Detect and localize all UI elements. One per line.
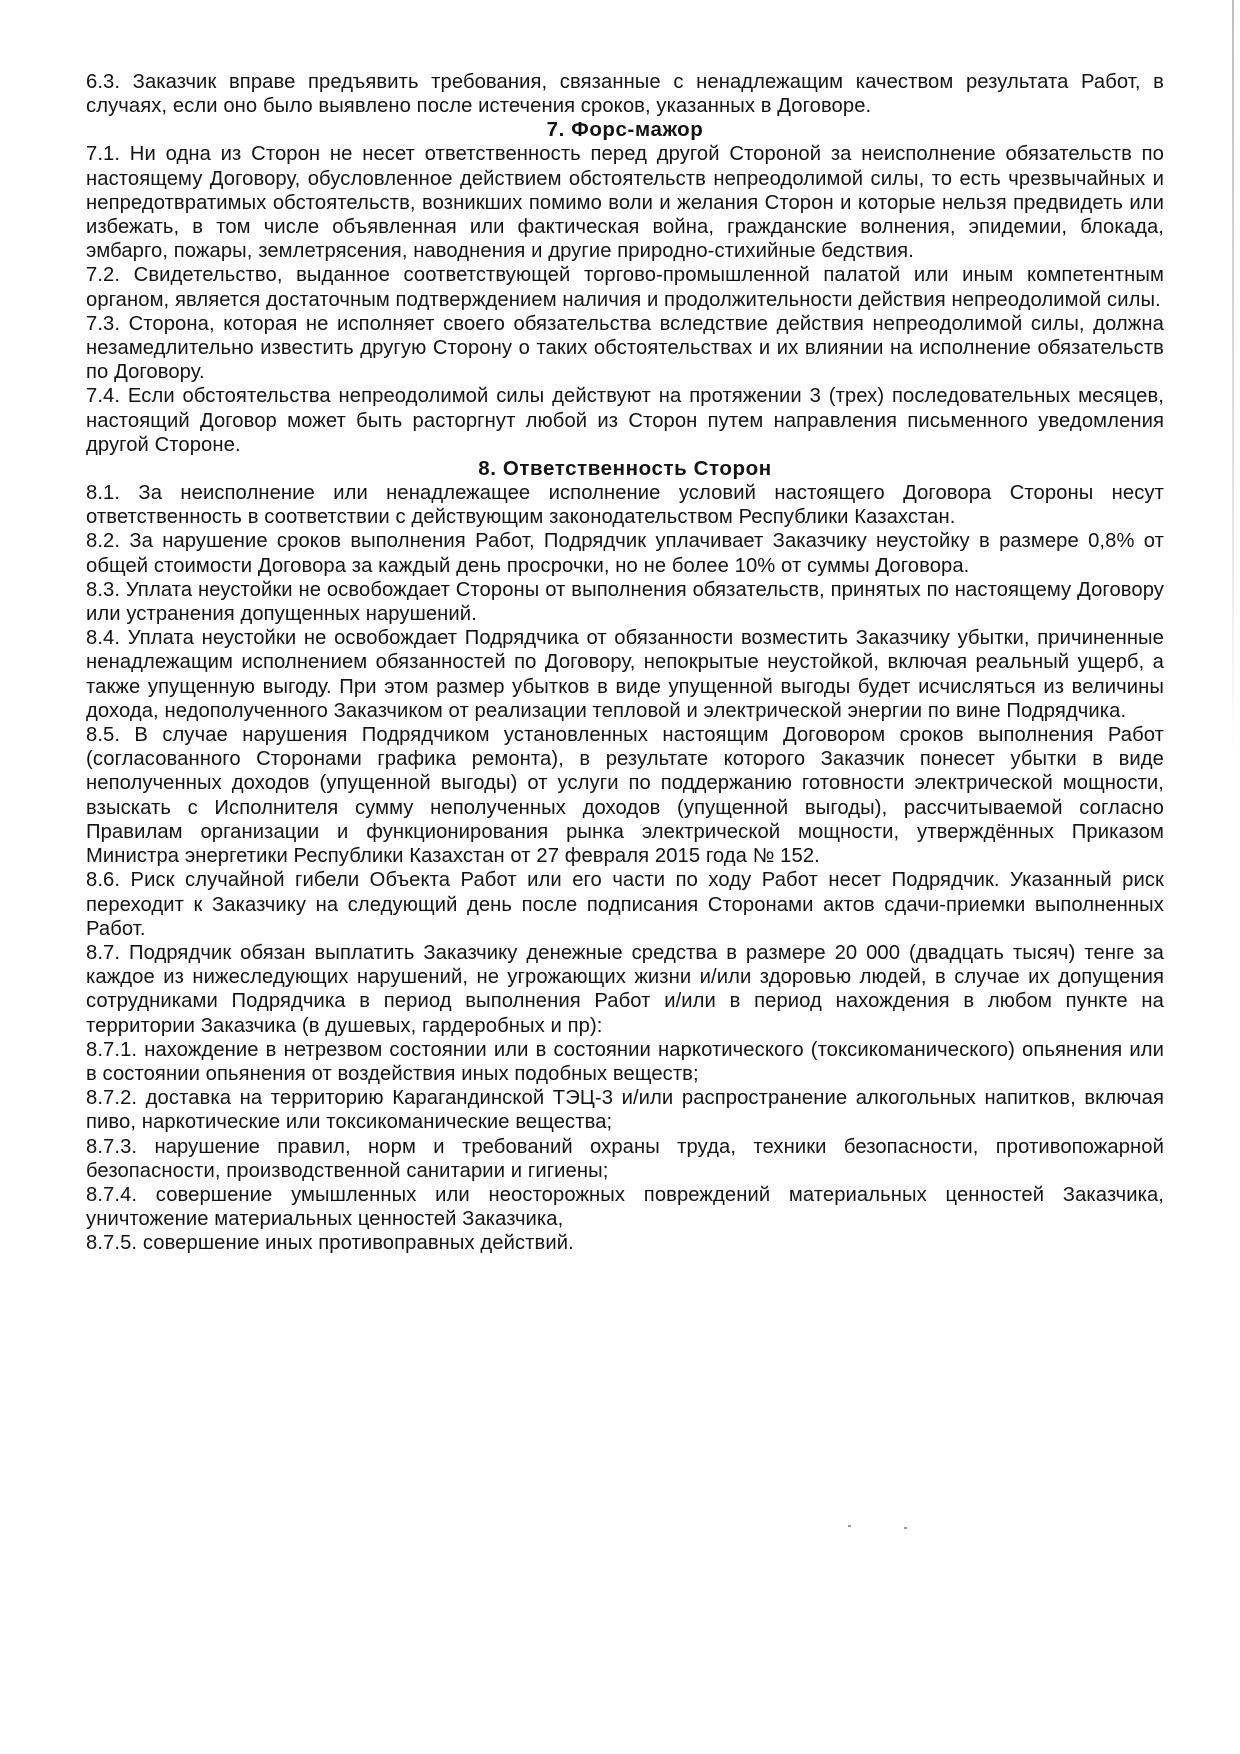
clause-8-6: 8.6. Риск случайной гибели Объекта Работ или его части по ходу Работ несет Подрядчик. Указанный риск переходит к Заказчику на следующий день после подписания Сторонами актов сдачи-приемки выполненных Работ.: [86, 869, 1164, 940]
section-7-title: 7. Форс-мажор: [546, 118, 704, 142]
clause-8-3: 8.3. Уплата неустойки не освобождает Стороны от выполнения обязательств, принятых по настоящему Договору или устранения допущенных нарушений.: [86, 578, 1164, 626]
clause-8-7-4: 8.7.4. совершение умышленных или неосторожных повреждений материальных ценностей Заказчика, уничтожение материальных ценностей Заказчика,: [86, 1183, 1164, 1231]
scan-edge-shadow: [1232, 0, 1234, 760]
clause-8-7-3: 8.7.3. нарушение правил, норм и требований охраны труда, техники безопасности, противопожарной безопасности, производственной санитарии и гигиены;: [86, 1135, 1164, 1182]
scan-speck: [848, 1525, 851, 1527]
clause-7-2: 7.2. Свидетельство, выданное соответствующей торгово-промышленной палатой или иным компетентным органом, является достаточным подтверждением наличия и продолжительности действия непреодолимой силы.: [86, 264, 1164, 311]
clause-8-4: 8.4. Уплата неустойки не освобождает Подрядчика от обязанности возместить Заказчику убытки, причиненные ненадлежащим исполнением обязанностей по Договору, непокрытые неустойкой, включая реальный ущерб, а также упущенную выгоду. При этом размер убытков в виде упущенной выгоды будет исчисляться из величины дохода, недополученного Заказчиком от реализации тепловой и электрической энергии по вине Подрядчика.: [86, 627, 1164, 722]
clause-8-7: 8.7. Подрядчик обязан выплатить Заказчику денежные средства в размере 20 000 (двадцать тысяч) тенге за каждое из нижеследующих нарушений, не угрожающих жизни и/или здоровью людей, в случае их допущения сотрудниками Подрядчика в период выполнения Работ и/или в период нахождения в любом пункте на территории Заказчика (в душевых, гардеробных и пр):: [86, 941, 1164, 1037]
section-8-title: 8. Ответственность Сторон: [478, 457, 772, 481]
document-body: [86, 70, 1164, 1256]
clause-8-7-5: 8.7.5. совершение иных противоправных действий.: [86, 1232, 574, 1255]
clause-8-5: 8.5. В случае нарушения Подрядчиком установленных настоящим Договором сроков выполнения Работ (согласованного Сторонами графика ремонта), в результате которого Заказчик понесет убытки в виде неполученных доходов (упущенной выгоды) от услуги по поддержанию готовности электрической мощности, взыскать с Исполнителя сумму неполученных доходов (упущенной выгоды), рассчитываемой согласно Правилам организации и функционирования рынка электрической мощности, утверждённых Приказом Министра энергетики Республики Казахстан от 27 февраля 2015 года № 152.: [86, 724, 1164, 868]
clause-7-3: 7.3. Сторона, которая не исполняет своего обязательства вследствие действия непреодолимой силы, должна незамедлительно известить другую Сторону о таких обстоятельствах и их влиянии на исполнение обязательств по Договору.: [86, 312, 1164, 384]
scan-speck: [904, 1527, 907, 1529]
clause-8-7-2: 8.7.2. доставка на территорию Карагандинской ТЭЦ-3 и/или распространение алкогольных напитков, включая пиво, наркотические или токсикоманические вещества;: [86, 1087, 1164, 1134]
clause-8-1: 8.1. За неисполнение или ненадлежащее исполнение условий настоящего Договора Стороны несут ответственность в соответствии с действующим законодательством Республики Казахстан.: [86, 482, 1164, 529]
clause-8-2: 8.2. За нарушение сроков выполнения Работ, Подрядчик уплачивает Заказчику неустойку в размере 0,8% от общей стоимости Договора за каждый день просрочки, но не более 10% от суммы Договора.: [86, 530, 1164, 577]
clause-6-3: 6.3. Заказчик вправе предъявить требования, связанные с ненадлежащим качеством результата Работ, в случаях, если оно было выявлено после истечения сроков, указанных в Договоре.: [86, 71, 1164, 118]
clause-7-4: 7.4. Если обстоятельства непреодолимой силы действуют на протяжении 3 (трех) последовательных месяцев, настоящий Договор может быть расторгнут любой из Сторон путем направления письменного уведомления другой Стороне.: [86, 385, 1164, 456]
clause-7-1: 7.1. Ни одна из Сторон не несет ответственность перед другой Стороной за неисполнение обязательств по настоящему Договору, обусловленное действием обстоятельств непреодолимой силы, то есть чрезвычайных и непредотвратимых обстоятельств, возникших помимо воли и желания Сторон и которые нельзя предвидеть или избежать, в том числе объявленная или фактическая война, гражданские волнения, эпидемии, блокада, эмбарго, пожары, землетрясения, наводнения и другие природно-стихийные бедствия.: [86, 143, 1164, 263]
clause-8-7-1: 8.7.1. нахождение в нетрезвом состоянии или в состоянии наркотического (токсикоманического) опьянения или в состоянии опьянения от воздействия иных подобных веществ;: [86, 1038, 1164, 1085]
